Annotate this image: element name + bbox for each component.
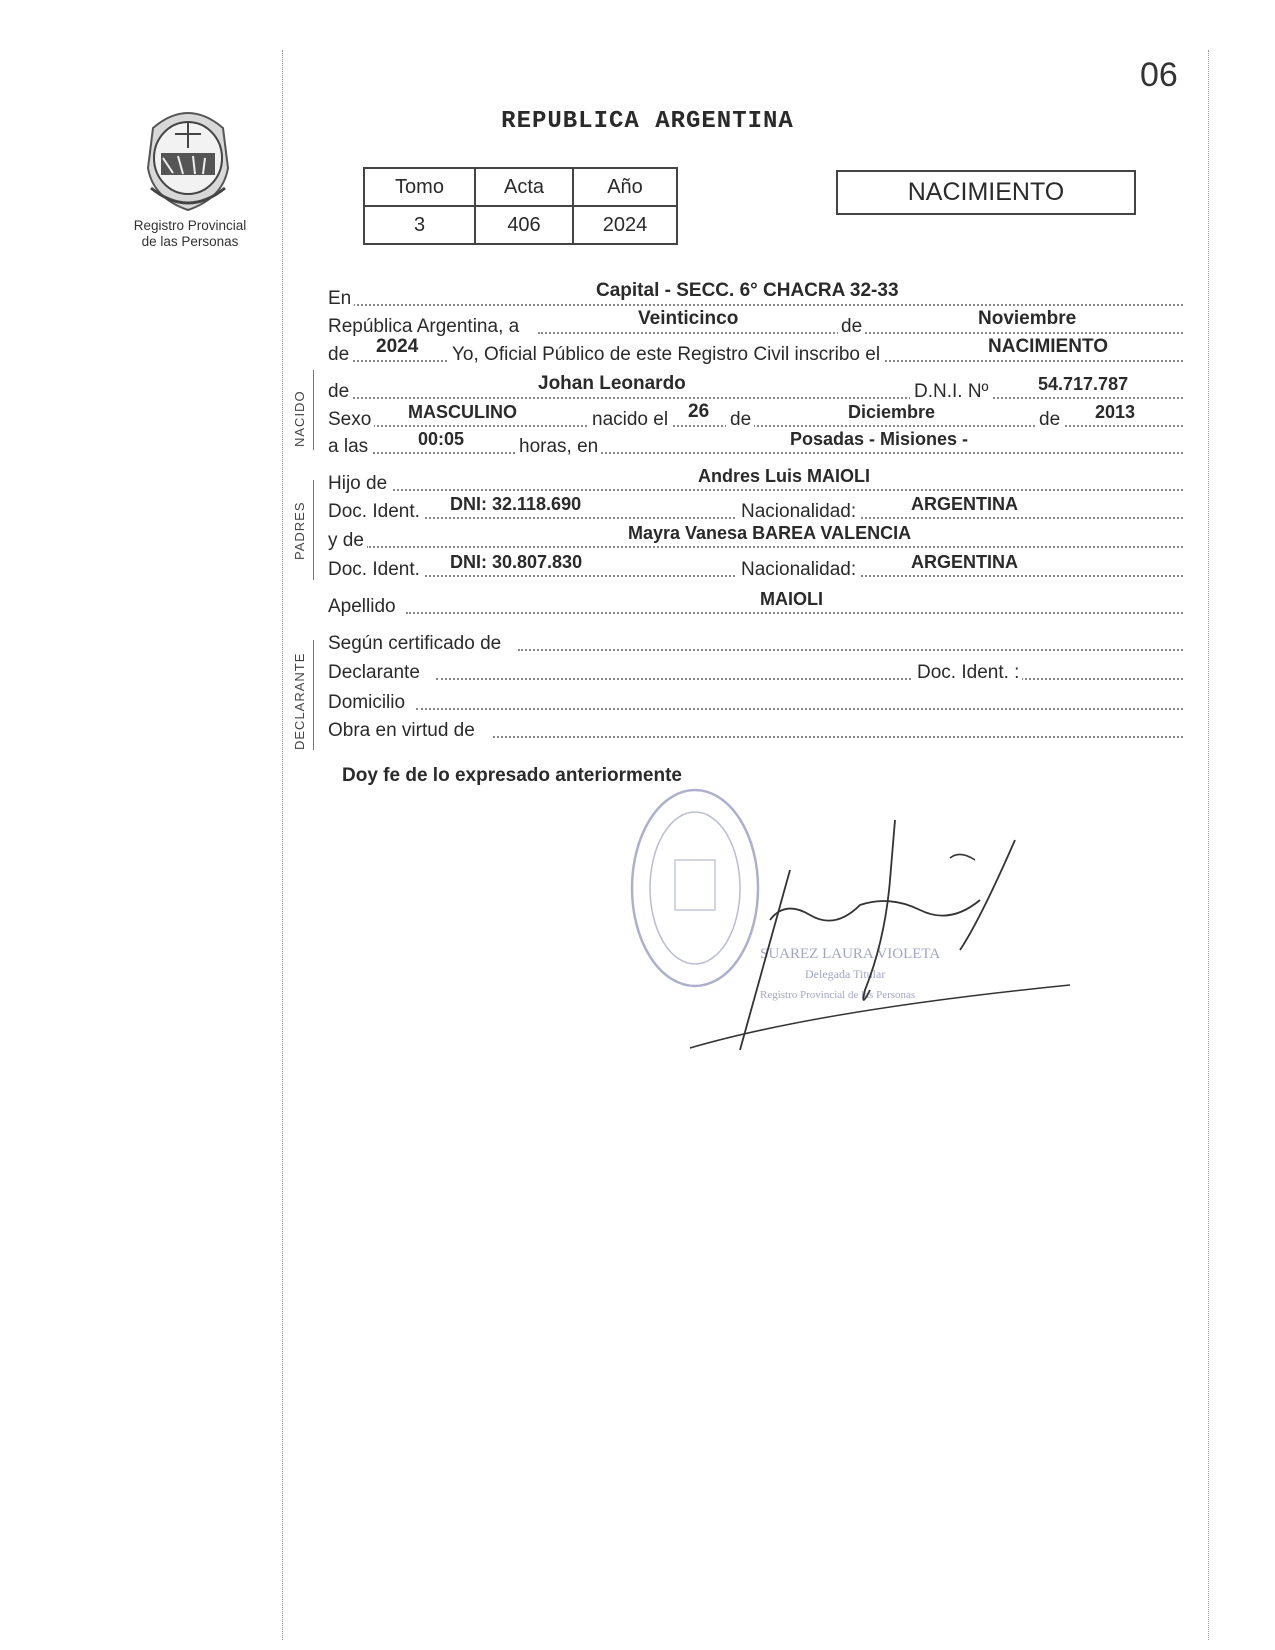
value-madre-doc: DNI: 30.807.830 xyxy=(450,552,583,572)
row-apellido xyxy=(328,588,1183,618)
padres-bracket xyxy=(313,480,314,580)
row-madre xyxy=(328,522,1183,552)
label-nacionalidad: Nacionalidad: xyxy=(737,501,859,523)
value-dia-inscripcion: Veinticinco xyxy=(638,308,739,329)
value-padre: Andres Luis MAIOLI xyxy=(698,466,871,486)
label-obra: Obra en virtud de xyxy=(328,720,478,742)
value-madre-nac: ARGENTINA xyxy=(911,552,1018,572)
book-reference-table xyxy=(363,167,678,245)
label-apellido: Apellido xyxy=(328,596,399,618)
record-type-box: NACIMIENTO xyxy=(836,170,1136,215)
label-horas-en: horas, en xyxy=(515,436,601,458)
value-nombre: Johan Leonardo xyxy=(538,373,686,394)
dotted-leader xyxy=(518,649,1183,651)
side-label-padres: PADRES xyxy=(292,501,307,560)
row-madre-doc xyxy=(328,551,1183,581)
value-mes-nac: Diciembre xyxy=(848,402,936,422)
value-anio-inscripcion: 2024 xyxy=(376,336,419,357)
label-doc-ident-declarante: Doc. Ident. : xyxy=(913,662,1022,684)
label-de: de xyxy=(838,316,865,338)
label-y-de: y de xyxy=(328,530,367,552)
label-de: de xyxy=(328,381,352,403)
value-padre-doc: DNI: 32.118.690 xyxy=(450,494,582,514)
row-fecha-inscripcion xyxy=(328,308,1183,338)
declarante-bracket xyxy=(313,640,314,750)
label-segun: Según certificado de xyxy=(328,633,504,655)
label-doc-ident: Doc. Ident. xyxy=(328,501,423,523)
tomo-header: Tomo xyxy=(364,168,475,206)
label-de: de xyxy=(328,344,352,366)
row-padre-doc xyxy=(328,493,1183,523)
closing-statement: Doy fe de lo expresado anteriormente xyxy=(342,765,682,786)
value-hora: 00:05 xyxy=(418,429,465,449)
row-segun-certificado xyxy=(328,625,1183,655)
registry-caption xyxy=(110,218,270,250)
left-margin-line xyxy=(282,50,283,1640)
label-de: de xyxy=(1035,409,1063,431)
value-lugar: Capital - SECC. 6° CHACRA 32-33 xyxy=(596,280,899,301)
official-name: SUAREZ LAURA VIOLETA xyxy=(760,946,941,962)
row-inscripcion xyxy=(328,336,1183,366)
right-margin-line xyxy=(1208,50,1209,1640)
row-declarante xyxy=(328,654,1183,684)
row-hora-lugar xyxy=(328,428,1183,458)
row-nombre xyxy=(328,373,1183,403)
official-role: Delegada Titular xyxy=(805,967,886,981)
label-domicilio: Domicilio xyxy=(328,692,408,714)
value-madre: Mayra Vanesa BAREA VALENCIA xyxy=(628,523,912,543)
row-lugar xyxy=(328,280,1183,310)
value-dia-nac: 26 xyxy=(688,401,710,422)
dotted-leader xyxy=(416,708,1183,710)
label-en: En xyxy=(328,288,354,310)
value-lugar-nac: Posadas - Misiones - xyxy=(790,429,969,449)
label-de: de xyxy=(726,409,754,431)
side-label-nacido: NACIDO xyxy=(292,390,307,447)
label-dni: D.N.I. Nº xyxy=(910,381,992,403)
label-doc-ident: Doc. Ident. xyxy=(328,559,423,581)
row-domicilio xyxy=(328,684,1183,714)
label-yo: Yo, Oficial Público de este Registro Civil inscribo el xyxy=(448,344,883,366)
dotted-leader xyxy=(353,304,1183,306)
label-sexo: Sexo xyxy=(328,409,374,431)
side-label-declarante: DECLARANTE xyxy=(292,652,307,750)
value-mes-inscripcion: Noviembre xyxy=(978,308,1077,329)
caption-line-2: de las Personas xyxy=(141,234,239,249)
dotted-leader xyxy=(368,452,1183,454)
value-acto: NACIMIENTO xyxy=(988,336,1108,357)
dotted-leader xyxy=(436,678,1183,680)
dotted-leader xyxy=(406,612,1183,614)
label-republica: República Argentina, a xyxy=(328,316,522,338)
tomo-value: 3 xyxy=(364,206,475,244)
anio-header: Año xyxy=(573,168,677,206)
dotted-leader xyxy=(353,397,1183,399)
row-sexo-nacimiento xyxy=(328,401,1183,431)
dotted-leader xyxy=(493,736,1183,738)
official-stamp-and-signature xyxy=(620,780,1120,1080)
value-anio-nac: 2013 xyxy=(1095,402,1136,422)
value-sexo: MASCULINO xyxy=(408,402,517,422)
label-nacionalidad: Nacionalidad: xyxy=(737,559,859,581)
label-declarante: Declarante xyxy=(328,662,423,684)
official-office: Registro Provincial de las Personas xyxy=(760,989,916,1001)
value-padre-nac: ARGENTINA xyxy=(911,494,1018,514)
nacido-bracket xyxy=(313,370,314,450)
value-apellido: MAIOLI xyxy=(760,589,823,609)
acta-header: Acta xyxy=(475,168,573,206)
anio-value: 2024 xyxy=(573,206,677,244)
value-dni: 54.717.787 xyxy=(1038,374,1129,394)
label-a-las: a las xyxy=(328,436,371,458)
document-title: REPUBLICA ARGENTINA xyxy=(501,108,794,135)
dotted-leader xyxy=(366,546,1183,548)
label-hijo-de: Hijo de xyxy=(328,473,390,495)
row-obra xyxy=(328,712,1183,742)
acta-value: 406 xyxy=(475,206,573,244)
page-number: 06 xyxy=(1140,56,1178,94)
row-padre xyxy=(328,465,1183,495)
label-nacido-el: nacido el xyxy=(588,409,671,431)
dotted-leader xyxy=(388,489,1183,491)
caption-line-1: Registro Provincial xyxy=(133,218,247,233)
